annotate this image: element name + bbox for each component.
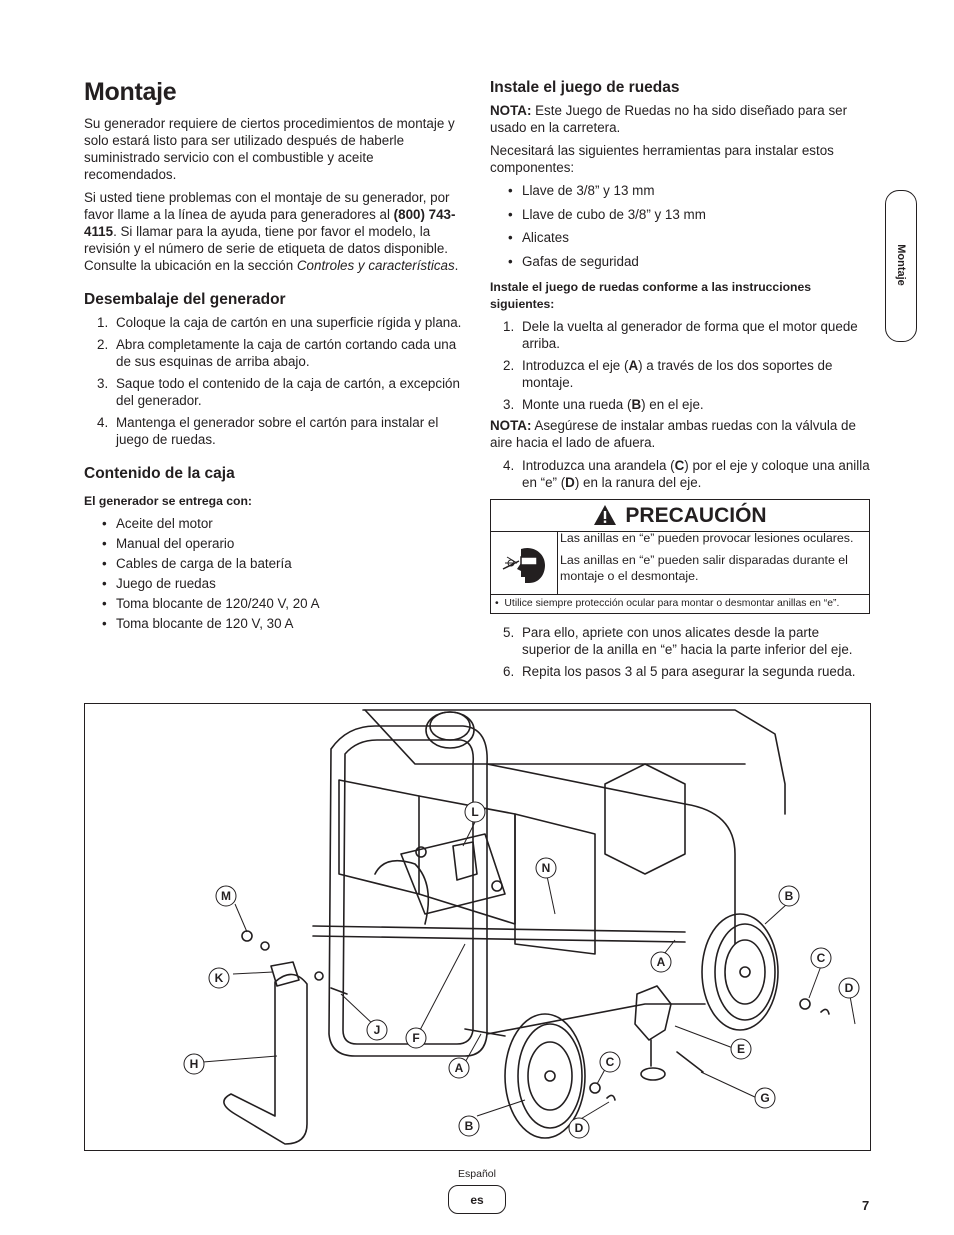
step-number: 3. (503, 396, 515, 412)
wheels-steps-c (490, 624, 870, 680)
tools-intro: Necesitará las siguientes herramientas para instalar estos componentes: (490, 143, 834, 175)
note-label: NOTA: (490, 103, 532, 118)
caution-footer-text: Utilice siempre protección ocular para montar o desmontar anillas en “e”. (504, 597, 840, 609)
wheels-steps-a (490, 318, 870, 413)
side-tab-label: Montaje (895, 244, 907, 286)
help-ref: Controles y características (296, 258, 455, 273)
bolt (492, 881, 502, 891)
foot-bracket (635, 986, 671, 1040)
e-clip-d (821, 1009, 829, 1014)
washer-k (315, 972, 323, 980)
leader-n (547, 876, 555, 914)
step-text: Repita los pasos 3 al 5 para asegurar la segunda rueda. (522, 663, 856, 679)
step-number: 6. (503, 663, 515, 679)
help-phone: (800) 743-4115 (84, 207, 456, 239)
figure-label: J (373, 1023, 381, 1037)
frame-bottom (487, 1004, 705, 1034)
wheel-step (490, 396, 870, 413)
unpack-step (84, 314, 462, 331)
caution-header (491, 500, 869, 532)
wheel-step (490, 457, 870, 491)
figure-label: C (816, 951, 826, 965)
figure-label: M (221, 889, 231, 903)
caution-line: Las anillas en “e” pueden provocar lesiones oculares. (560, 530, 854, 545)
handle-bracket-k (271, 962, 299, 986)
figure-label: B (784, 889, 794, 903)
wheel-step (490, 624, 870, 658)
washer-c (800, 999, 810, 1009)
list-item: • Manual del operario (84, 535, 462, 552)
leader-h (203, 1056, 277, 1062)
list-item: • Toma blocante de 120 V, 30 A (84, 615, 462, 632)
caution-box (490, 499, 870, 614)
list-item: • Aceite del motor (84, 515, 462, 532)
step-number: 1. (97, 315, 109, 330)
wheel-right-center (740, 967, 750, 977)
note-text: Este Juego de Ruedas no ha sido diseñado para ser usado en la carretera. (490, 103, 848, 135)
step-text: Mantenga el generador sobre el cartón para instalar el juego de ruedas. (116, 415, 439, 447)
part-letter: C (674, 457, 685, 473)
step-text: ) por el eje y coloque una anilla en “e” ( (522, 457, 870, 490)
figure-label: F (412, 1031, 420, 1045)
bolt-g (677, 1052, 703, 1072)
step-text: Abra completamente la caja de cartón cortando cada una de sus esquinas de arriba abajo. (116, 337, 457, 369)
help-text-2: . Si llamar para la ayuda, tiene por favor el modelo, la revisión y el número de serie de etiqueta de datos disponible. Consulte la ubicación en la sección (84, 224, 449, 273)
step-number: 4. (97, 415, 109, 430)
axle-edge (313, 936, 685, 942)
step-text: ) en la ranura del eje. (574, 474, 702, 490)
leader-e (675, 1026, 733, 1048)
language-label: Español (458, 1168, 496, 1180)
part-letter: B (631, 396, 642, 412)
figure-label: D (844, 981, 854, 995)
unpack-step (84, 336, 462, 370)
leader-b2 (477, 1100, 525, 1116)
note-1 (490, 102, 870, 136)
caution-body (491, 532, 869, 595)
figure-label: L (471, 805, 479, 819)
step-text: ) en el eje. (641, 396, 704, 412)
leader-f (419, 944, 465, 1032)
figure-label: G (760, 1091, 770, 1105)
figure-label: H (189, 1057, 199, 1071)
figure-label: N (541, 861, 551, 875)
contents-subheading: El generador se entrega con: (84, 494, 252, 508)
engine-block (515, 814, 595, 954)
list-item: • Llave de 3/8” y 13 mm (490, 182, 870, 199)
wheel-left-hub (528, 1042, 572, 1110)
washer-m (261, 942, 269, 950)
note-label: NOTA: (490, 417, 532, 433)
step-text: Introduzca una arandela ( (522, 457, 675, 473)
leader-g (701, 1072, 757, 1098)
page-title: Montaje (84, 78, 177, 106)
help-paragraph (84, 189, 462, 274)
axle (313, 926, 685, 932)
leader-j (341, 994, 375, 1026)
list-item: • Juego de ruedas (84, 575, 462, 592)
note-text: Asegúrese de instalar ambas ruedas con la válvula de aire hacia el lado de afuera. (490, 417, 856, 450)
unpack-heading: Desembalaje del generador (84, 291, 286, 308)
step-text: Dele la vuelta al generador de forma que el motor quede arriba. (522, 318, 858, 351)
leader-k (233, 972, 273, 974)
leader-b (765, 904, 787, 924)
intro-paragraph: Su generador requiere de ciertos procedimientos de montaje y solo estará listo para ser utilizado después de haberle suministrado servicio con el combustible y aceite recomendados. (84, 116, 455, 182)
contents-list (84, 515, 462, 632)
figure-label: B (464, 1119, 474, 1133)
step-text: Monte una rueda ( (522, 396, 632, 412)
bolt-j (331, 988, 347, 994)
wheel-step (490, 357, 870, 391)
help-text-1: Si usted tiene problemas con el montaje de su generador, por favor llame a la línea de ayuda para generadores al (84, 190, 450, 222)
caution-line: Las anillas en “e” pueden salir disparadas durante el montaje o el desmontaje. (560, 552, 848, 583)
contents-heading: Contenido de la caja (84, 465, 235, 482)
page-number: 7 (862, 1198, 870, 1213)
frame-rear-top (487, 764, 735, 944)
step-text: Introduzca el eje ( (522, 357, 629, 373)
step-number: 5. (503, 624, 515, 640)
wheels-steps-heading: Instale el juego de ruedas conforme a las instrucciones siguientes: (490, 279, 812, 311)
step-text: Saque todo el contenido de la caja de cartón, a excepción del generador. (116, 376, 460, 408)
wheel-left-center (545, 1071, 555, 1081)
caution-text (558, 532, 869, 594)
caution-footer-bullet: • (495, 597, 499, 609)
generator-shroud (365, 710, 745, 764)
tools-list (490, 182, 870, 270)
figure-label: K (214, 971, 224, 985)
leader-d2 (579, 1102, 609, 1120)
leader-c (809, 966, 821, 998)
wheel-right-hub (725, 940, 765, 1004)
step-text: ) a través de los dos soportes de montaje. (522, 357, 833, 390)
assembly-figure (84, 703, 871, 1151)
list-item: • Alicates (490, 229, 870, 246)
rubber-foot (641, 1068, 665, 1080)
unpack-step (84, 414, 462, 448)
wheel-step (490, 663, 870, 680)
alternator-housing (375, 861, 428, 924)
part-letter: D (565, 474, 575, 490)
note-2 (490, 417, 870, 451)
eye-protection-icon (491, 532, 558, 594)
engine-cylinder (605, 764, 685, 874)
leader-d (850, 996, 855, 1024)
left-column (84, 76, 462, 635)
wheels-heading: Instale el juego de ruedas (490, 79, 680, 96)
figure-label: A (454, 1061, 464, 1075)
list-item: • Cables de carga de la batería (84, 555, 462, 572)
right-column (490, 78, 870, 685)
nut-m (242, 931, 252, 941)
wheels-steps-b (490, 457, 870, 491)
list-item: • Gafas de seguridad (490, 253, 870, 270)
e-clip-d (607, 1095, 615, 1100)
unpack-steps (84, 314, 462, 448)
part-letter: A (628, 357, 639, 373)
language-badge: es (448, 1185, 506, 1214)
list-item: • Llave de cubo de 3/8” y 13 mm (490, 206, 870, 223)
generator-assembly-illustration (85, 704, 870, 1150)
step-text: Para ello, apriete con unos alicates desde la parte superior de la anilla en “e” hacia la parte inferior del eje. (522, 624, 853, 657)
figure-label: C (605, 1055, 615, 1069)
leader-m (235, 904, 247, 932)
caution-title: PRECAUCIÓN (625, 503, 767, 527)
figure-label: A (656, 955, 666, 969)
step-number: 2. (503, 357, 515, 373)
wheel-right-inner (715, 924, 775, 1020)
step-number: 3. (97, 376, 109, 391)
unpack-section (84, 290, 462, 448)
control-panel (339, 780, 419, 894)
help-text-3: . (454, 258, 459, 273)
unpack-step (84, 375, 462, 409)
wheel-step (490, 318, 870, 352)
step-number: 4. (503, 457, 515, 473)
list-item: • Toma blocante de 120/240 V, 20 A (84, 595, 462, 612)
step-text: Coloque la caja de cartón en una superficie rígida y plana. (116, 315, 462, 330)
step-number: 2. (97, 337, 109, 352)
caution-footer (491, 595, 869, 613)
washer-c (590, 1083, 600, 1093)
step-number: 1. (503, 318, 515, 334)
contents-section (84, 464, 462, 632)
figure-label: D (574, 1121, 584, 1135)
warning-triangle-icon (593, 504, 617, 526)
figure-label: E (736, 1042, 746, 1056)
